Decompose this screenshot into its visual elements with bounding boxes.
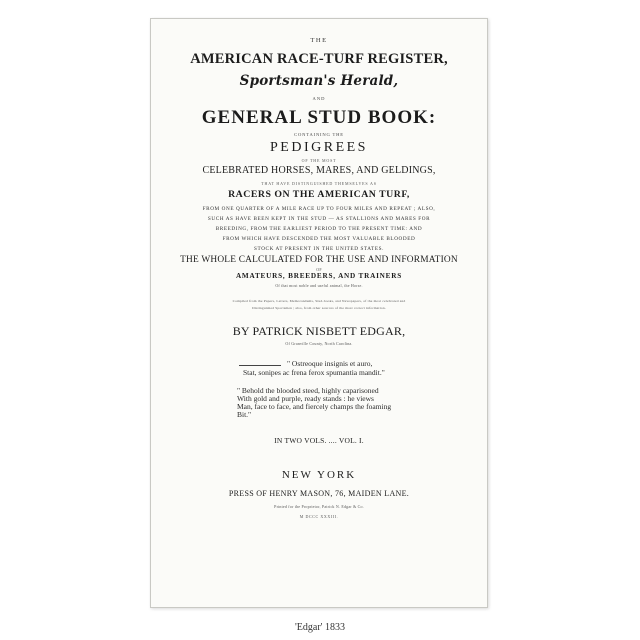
amateurs-line: AMATEURS, BREEDERS, AND TRAINERS bbox=[235, 272, 403, 280]
title-sportsmans-herald: Sportsman's Herald, bbox=[239, 73, 399, 89]
date-line: M DCCC XXXIII. bbox=[299, 514, 339, 519]
amateurs-subline: Of that most noble and useful animal, the Horse. bbox=[275, 283, 363, 288]
printed-for-line: Printed for the Proprietor, Patrick N. Edgar & Co. bbox=[274, 504, 364, 509]
description-line-3: BREEDING, FROM THE EARLIEST PERIOD TO THE PRESENT TIME: AND bbox=[215, 226, 423, 232]
volume-line: IN TWO VOLS. .... VOL. I. bbox=[274, 436, 364, 445]
english-epigraph-3: Man, face to face, and fiercely champs the foaming bbox=[237, 402, 392, 411]
connector-of: OF bbox=[316, 267, 322, 272]
of-the-most: OF THE MOST bbox=[301, 158, 337, 163]
english-epigraph-4: Bit." bbox=[237, 410, 252, 419]
press-line: PRESS OF HENRY MASON, 76, MAIDEN LANE. bbox=[228, 489, 410, 498]
compiled-line-2: Distinguished Sportsmen ; also, from other sources of the most correct information. bbox=[252, 306, 386, 310]
description-line-5: STOCK AT PRESENT IN THE UNITED STATES. bbox=[254, 246, 384, 252]
title-race-turf-register: AMERICAN RACE-TURF REGISTER, bbox=[190, 51, 448, 67]
english-epigraph-2: With gold and purple, ready stands : he views bbox=[237, 394, 374, 403]
latin-epigraph-2: Stat, sonipes ac frena ferox spumantia mandit." bbox=[243, 368, 385, 377]
pedigrees-heading: PEDIGREES bbox=[270, 140, 368, 155]
header-the: THE bbox=[310, 37, 328, 44]
description-line-2: SUCH AS HAVE BEEN KEPT IN THE STUD — AS STALLIONS AND MARES FOR bbox=[207, 216, 431, 222]
connector-and: AND bbox=[312, 96, 326, 101]
horses-line: CELEBRATED HORSES, MARES, AND GELDINGS, bbox=[202, 165, 436, 176]
city-line: NEW YORK bbox=[281, 469, 357, 481]
racers-line: RACERS ON THE AMERICAN TURF, bbox=[228, 189, 410, 200]
description-line-4: FROM WHICH HAVE DESCENDED THE MOST VALUABLE BLOODED bbox=[222, 236, 416, 242]
author-line: BY PATRICK NISBETT EDGAR, bbox=[232, 324, 406, 338]
latin-epigraph-1: " Ostreoque insignis et auro, bbox=[287, 359, 373, 368]
epigraph-rule bbox=[239, 365, 281, 366]
distinguished-line: THAT HAVE DISTINGUISHED THEMSELVES AS bbox=[261, 181, 377, 186]
title-page bbox=[150, 18, 488, 608]
author-county: Of Granville County, North Carolina. bbox=[285, 341, 353, 346]
description-line-1: FROM ONE QUARTER OF A MILE RACE UP TO FOUR MILES AND REPEAT ; ALSO, bbox=[202, 206, 436, 212]
image-caption: 'Edgar' 1833 bbox=[295, 622, 345, 633]
compiled-line-1: Compiled from the Papers, Letters, Memorandums, Stud-books, and Newspapers, of the most celebrated and bbox=[232, 299, 406, 303]
calculated-line: THE WHOLE CALCULATED FOR THE USE AND INFORMATION bbox=[180, 255, 458, 265]
english-epigraph-1: " Behold the blooded steed, highly caparisoned bbox=[237, 386, 379, 395]
title-general-stud-book: GENERAL STUD BOOK: bbox=[201, 107, 437, 128]
containing-the: CONTAINING THE bbox=[294, 132, 344, 137]
